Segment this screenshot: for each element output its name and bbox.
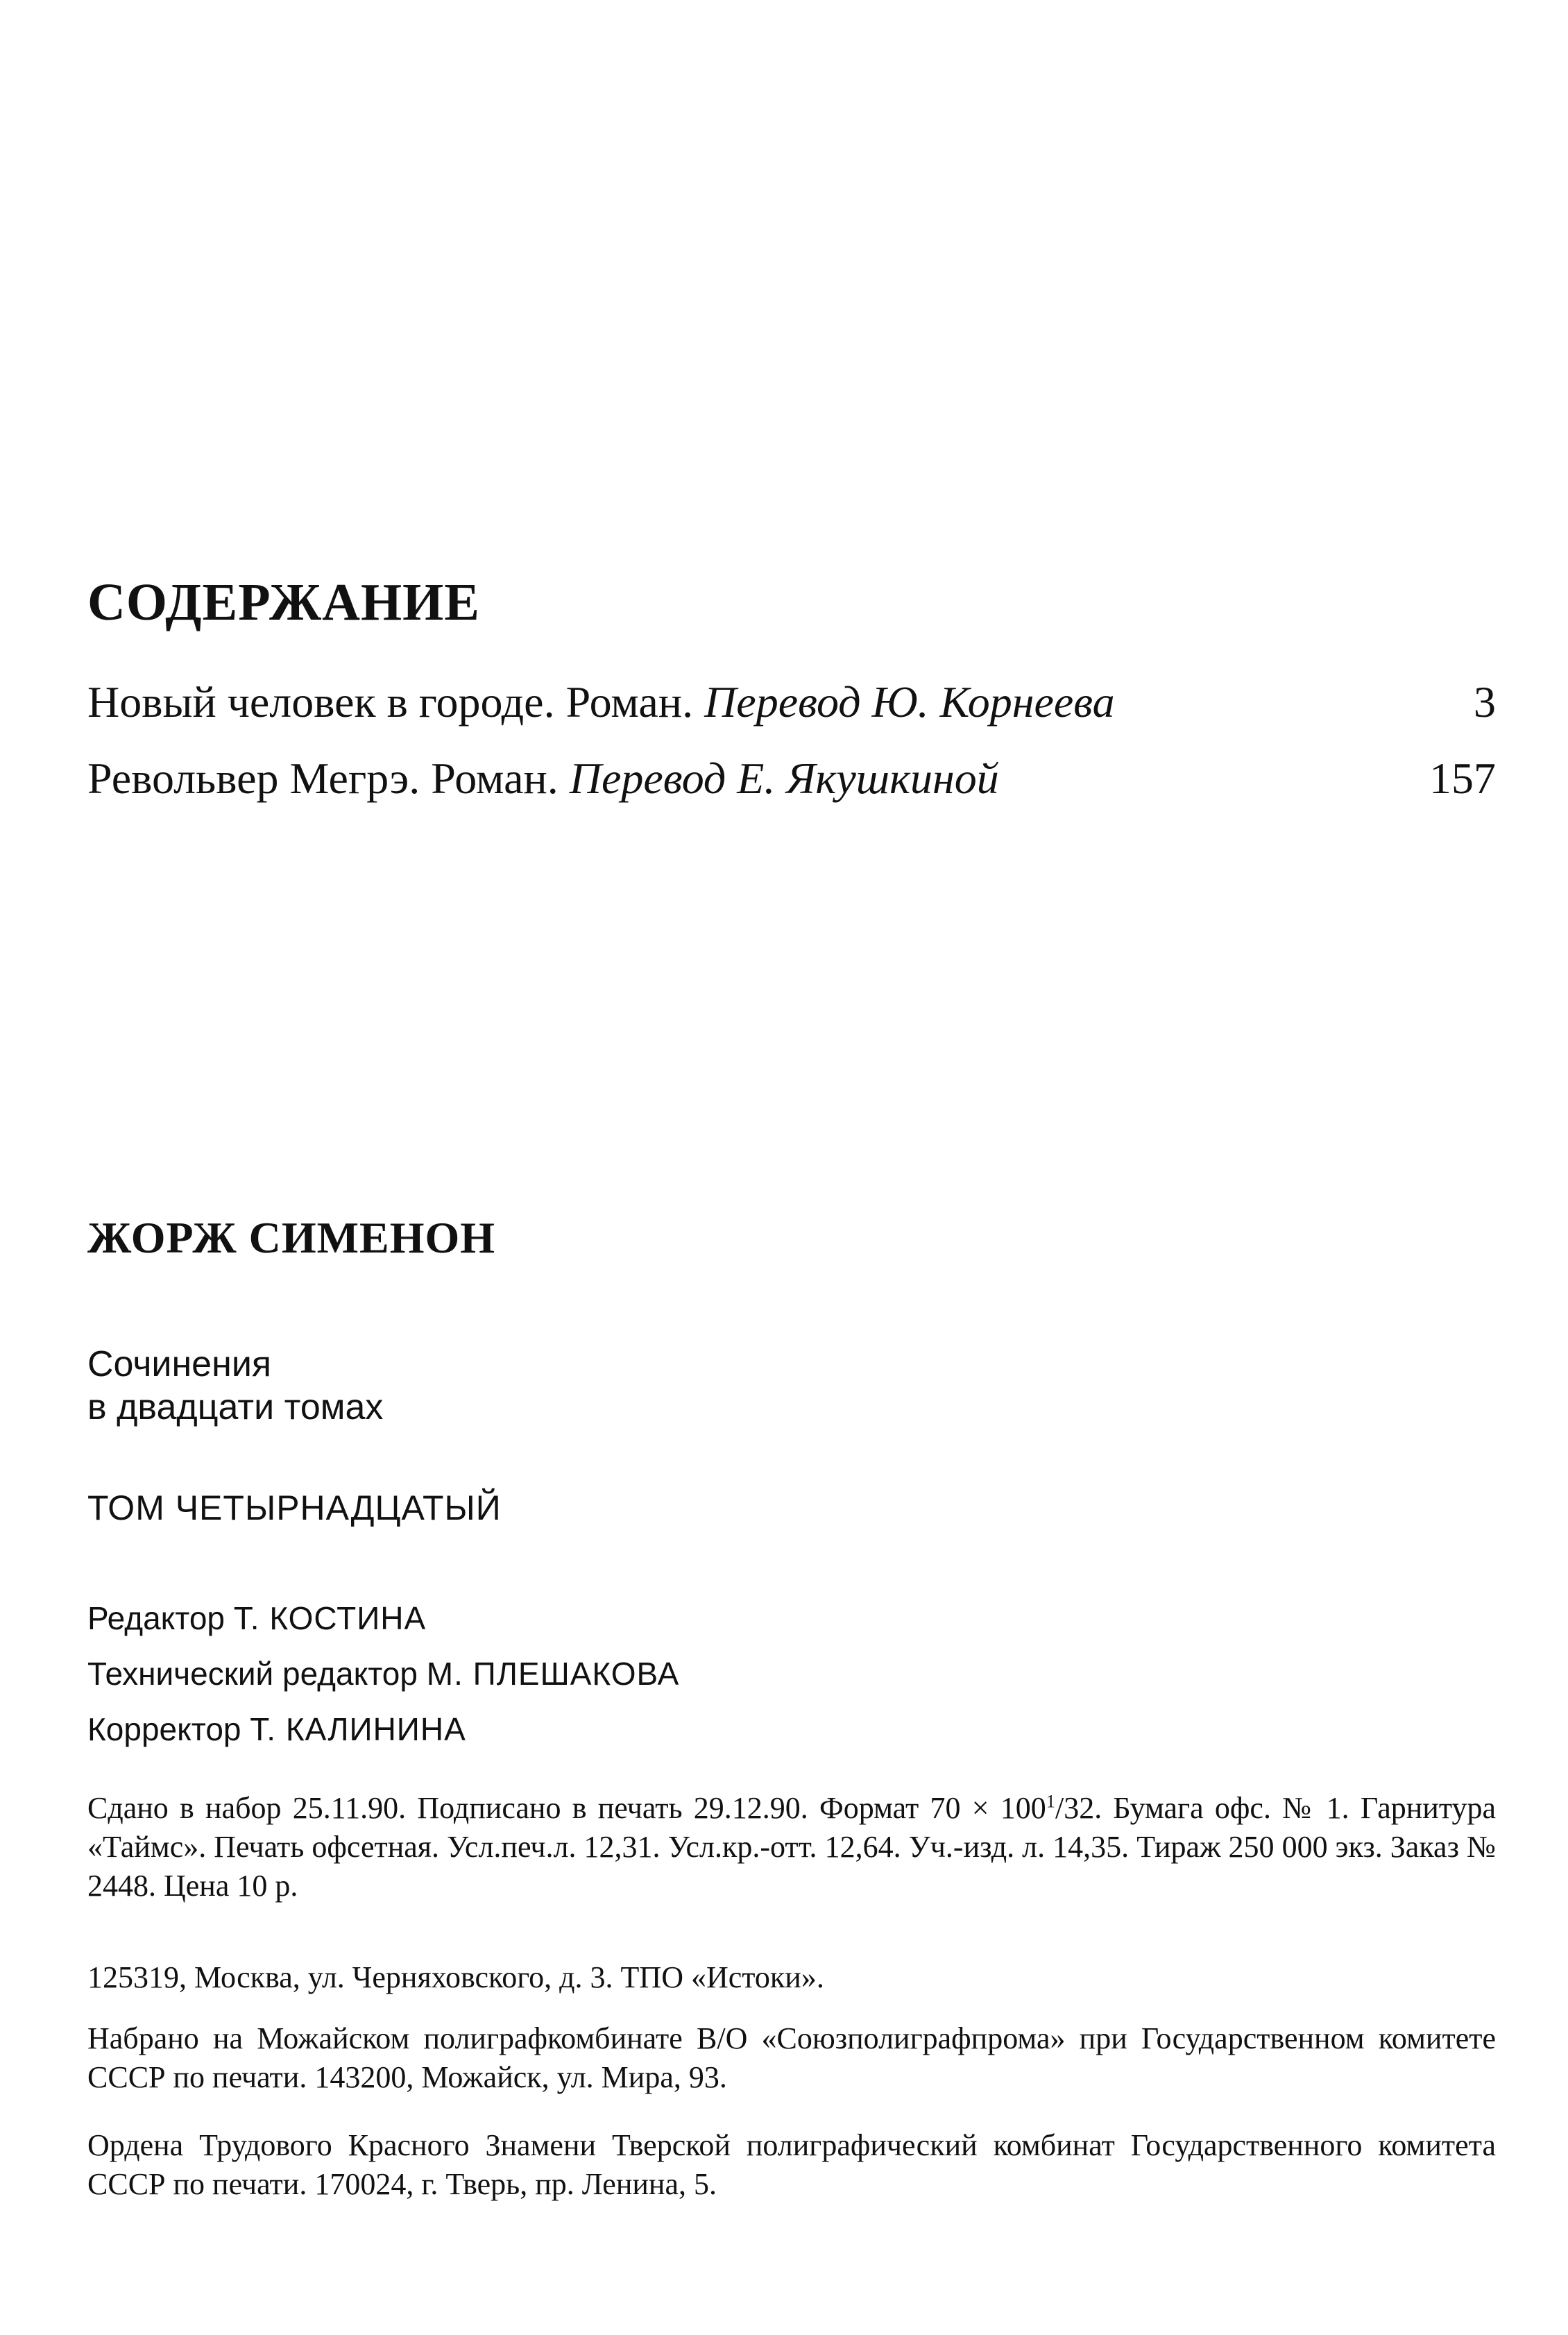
toc-entry-work: Револьвер Мегрэ. Роман.: [87, 754, 559, 803]
credit-line: [87, 1646, 679, 1701]
print-data-text: /32. Бумага офс. № 1. Гарнитура «Таймс». Печать офсетная. Усл.печ.л. 12,31. Усл.кр.-отт. 12,64. Уч.-изд. л. 14,35. Тираж 250 000 экз. Заказ № 2448. Цена 10 р.: [87, 1791, 1496, 1903]
print-data: [87, 1789, 1496, 1905]
author-name: ЖОРЖ СИМЕНОН: [87, 1213, 496, 1262]
credit-role: Корректор: [87, 1711, 241, 1747]
toc-entry-page: 157: [1429, 754, 1496, 803]
credits-list: [87, 1590, 679, 1757]
toc-entry-translator: Перевод Е. Якушкиной: [569, 754, 999, 803]
works-line: в двадцати томах: [87, 1387, 384, 1427]
credit-line: [87, 1590, 679, 1646]
credit-role: Редактор: [87, 1600, 225, 1636]
typesetting-info: Набрано на Можайском полиграфкомбинате В/О «Союзполиграфпрома» при Государственном комитете СССР по печати. 143200, Можайск, ул. Мира, 93.: [87, 2021, 1496, 2094]
toc-entry-title: [87, 756, 999, 801]
volume-number: ТОМ ЧЕТЫРНАДЦАТЫЙ: [87, 1488, 502, 1527]
toc-entry-page: 3: [1474, 677, 1496, 727]
toc-entry[interactable]: [87, 677, 1496, 756]
toc-list: [87, 677, 1496, 833]
credit-person: Т. КОСТИНА: [233, 1600, 427, 1636]
credit-person: Т. КАЛИНИНА: [250, 1711, 466, 1747]
toc-heading: СОДЕРЖАНИЕ: [87, 573, 480, 631]
credit-person: М. ПЛЕШАКОВА: [426, 1656, 680, 1692]
credit-role: Технический редактор: [87, 1656, 418, 1692]
print-data-text: Сдано в набор 25.11.90. Подписано в печать 29.12.90. Формат 70 × 100: [87, 1791, 1046, 1825]
credit-line: [87, 1701, 679, 1757]
toc-entry-translator: Перевод Ю. Корнеева: [704, 677, 1115, 727]
works-line: Сочинения: [87, 1344, 272, 1384]
toc-entry[interactable]: [87, 756, 1496, 833]
printer-info: Ордена Трудового Красного Знамени Тверской полиграфический комбинат Государственного комитета СССР по печати. 170024, г. Тверь, пр. Ленина, 5.: [87, 2128, 1496, 2201]
print-format-fraction: 1: [1046, 1790, 1055, 1812]
toc-entry-title: [87, 677, 1115, 727]
collected-works: [87, 1343, 383, 1429]
publisher-address: 125319, Москва, ул. Черняховского, д. 3. ТПО «Истоки».: [87, 1960, 824, 1994]
toc-entry-work: Новый человек в городе. Роман.: [87, 677, 694, 727]
